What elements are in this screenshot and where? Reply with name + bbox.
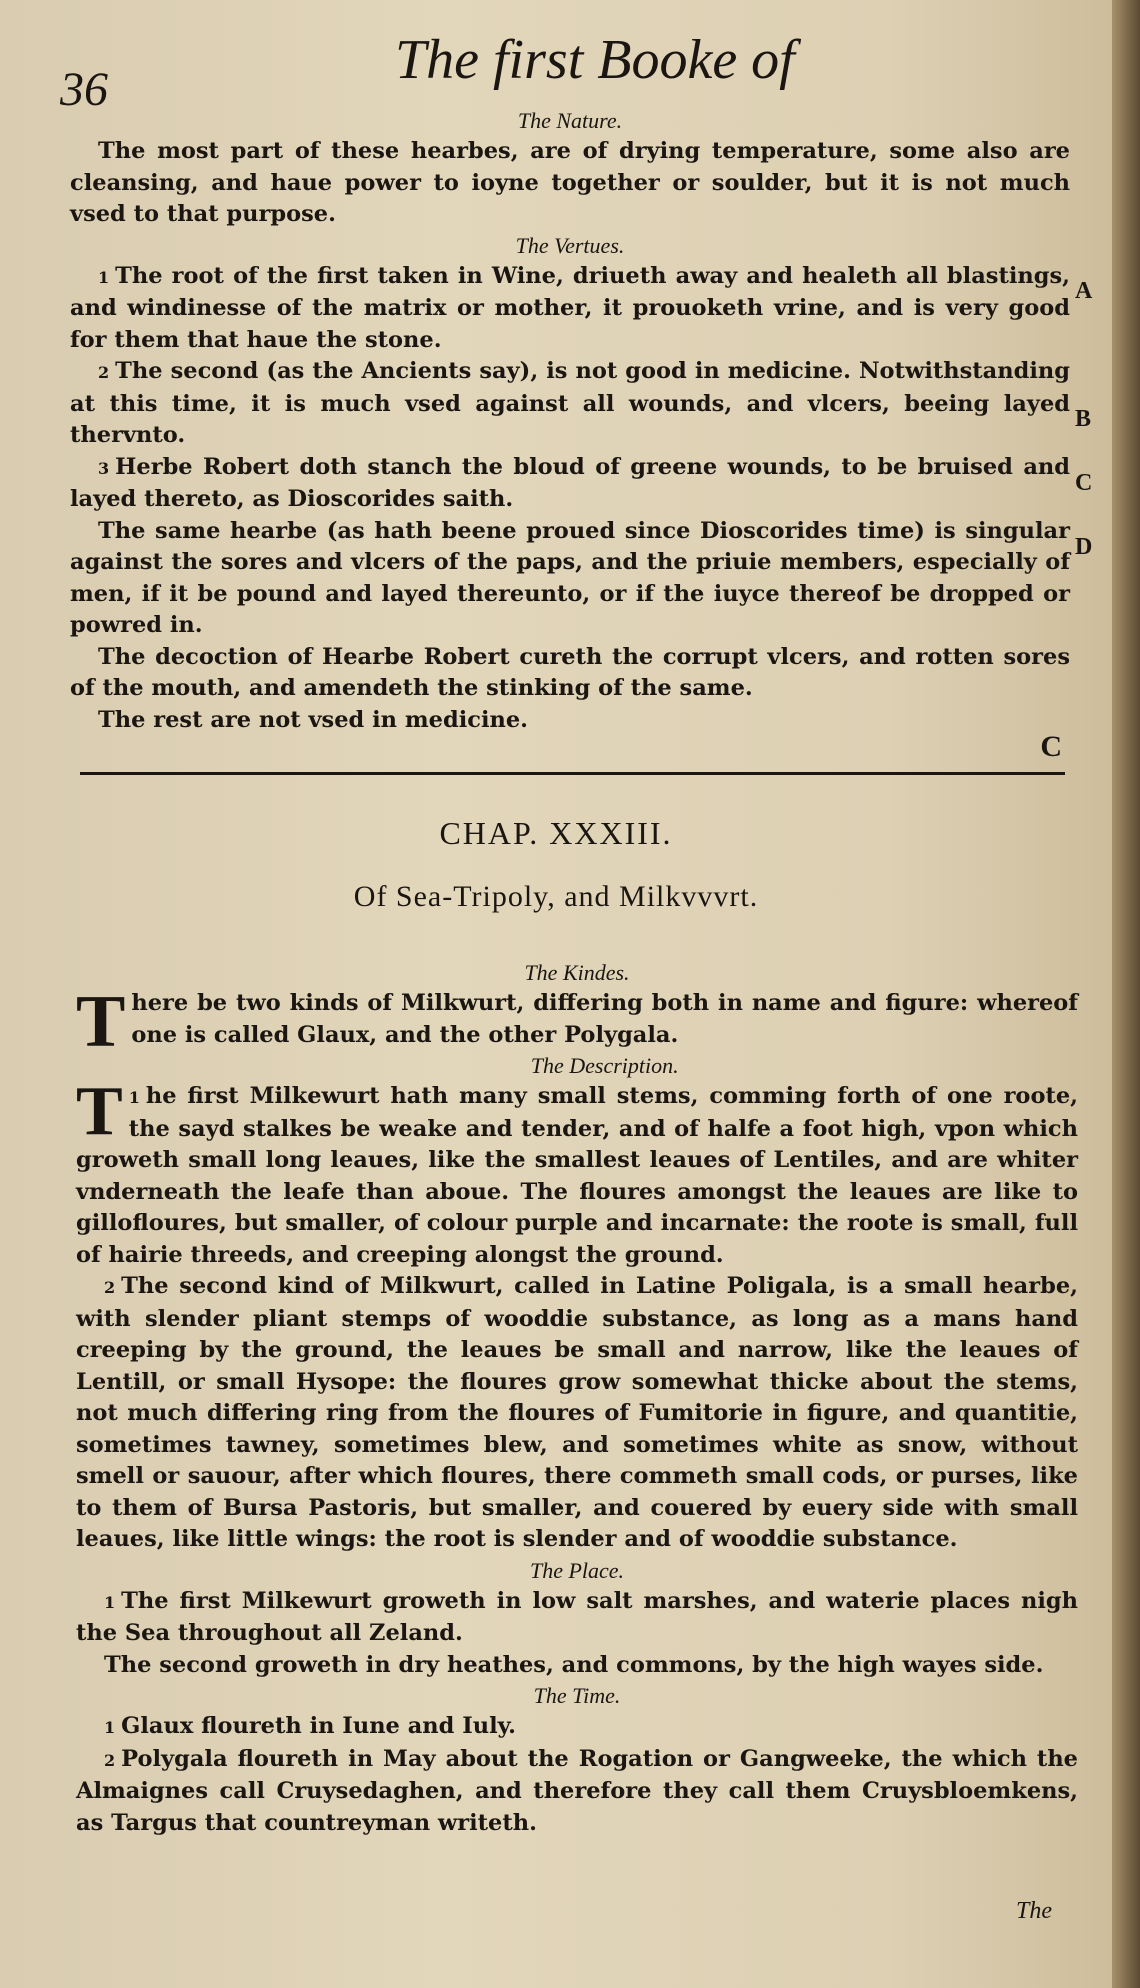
page-number: 36 [60, 63, 108, 116]
kindes-text: here be two kinds of Milkwurt, differing both in name and figure: whereof one is called Glaux, and the other Polygala. [131, 990, 1078, 1048]
heading-description: The Description. [530, 1053, 679, 1078]
heading-vertues: The Vertues. [515, 232, 625, 258]
nature-paragraph: The most part of these hearbes, are of drying temperature, some also are cleansing, and haue power to ioyne together or soulder, but it is not much vsed to that purpose. [70, 138, 1070, 227]
item-text: The root of the first taken in Wine, driueth away and healeth all blastings, and windinesse of the matrix or mother, it prouoketh vrine, and is very good for them that haue the stone. [70, 262, 1070, 353]
drop-cap: T [76, 1073, 123, 1150]
item-number: 1 [104, 1592, 116, 1612]
kindes-paragraph [76, 981, 1078, 1063]
margin-letter-d: D [1075, 534, 1093, 560]
margin-letter-c: C [1075, 470, 1093, 496]
page-edge [1112, 0, 1140, 1988]
item-text: he first Milkewurt hath many small stems, comming forth of one roote, the sayd stalkes be weake and tender, and of halfe a foot high, vpon which groweth small long leaues, like the smallest leaues of Lentiles, and are whiter vnderneath the leafe than aboue. The floures amongst the leaues are like to gillofloures, but smaller, of colour purple and incarnate: the roote is small, full of hairie threeds, and creeping alongst the ground. [76, 1083, 1078, 1268]
margin-letter-b: B [1075, 406, 1092, 432]
signature-mark: C [1040, 730, 1062, 763]
description-item-1 [76, 1073, 1078, 1271]
item-number: 2 [98, 363, 110, 382]
heading-kindes: The Kindes. [524, 960, 630, 985]
item-number: 1 [128, 1088, 140, 1107]
heading-time: The Time. [533, 1683, 621, 1708]
description-item-2 [76, 1271, 1078, 1556]
heading-nature: The Nature. [517, 108, 623, 133]
drop-cap: T [76, 981, 126, 1063]
item-number: 3 [98, 458, 110, 478]
item-text: Herbe Robert doth stanch the bloud of greene wounds, to be bruised and layed thereto, as Dioscorides saith. [70, 453, 1070, 512]
running-header: The first Booke of [395, 29, 795, 91]
item-text: The second (as the Ancients say), is not good in medicine. Notwithstanding at this time, it is much vsed against all wounds, and vlcers, beeing layed thervnto. [70, 358, 1070, 448]
vertue-item-3 [70, 452, 1070, 516]
section-divider [80, 772, 1065, 775]
margin-letter-a: A [1075, 278, 1093, 304]
chapter-subtitle: Of Sea-Tripoly, and Milkvvvrt. [353, 880, 759, 913]
item-text: Polygala floureth in May about the Rogation or Gangweeke, the which the Almaignes call Cruysedaghen, and therefore they call them Cruysbloemkens, as Targus that countreyman writeth. [76, 1745, 1078, 1836]
lower-text-block [76, 958, 1078, 1839]
item-number: 2 [104, 1278, 116, 1297]
time-item-1 [76, 1711, 1078, 1744]
heading-place: The Place. [529, 1557, 625, 1583]
vertue-item-6: The rest are not vsed in medicine. [98, 706, 529, 733]
catchword: The [1016, 1898, 1052, 1924]
place-item-1 [76, 1586, 1078, 1650]
time-item-2 [76, 1744, 1078, 1840]
vertue-item-1 [70, 261, 1070, 357]
item-number: 1 [98, 267, 110, 287]
vertue-item-2 [70, 356, 1070, 452]
vertue-item-5: The decoction of Hearbe Robert cureth the corrupt vlcers, and rotten sores of the mouth, and amendeth the stinking of the same. [70, 643, 1070, 701]
item-text: Glaux floureth in Iune and Iuly. [121, 1713, 516, 1739]
vertue-item-4: The same hearbe (as hath beene proued since Dioscorides time) is singular against the sores and vlcers of the paps, and the priuie members, especially of men, if it be pound and layed thereunto, or if the iuyce thereof be dropped or powred in. [70, 517, 1070, 638]
upper-text-block [70, 106, 1070, 736]
item-number: 1 [104, 1718, 116, 1737]
item-text: The first Milkewurt groweth in low salt marshes, and waterie places nigh the Sea throughout all Zeland. [76, 1587, 1078, 1646]
place-item-2: The second groweth in dry heathes, and commons, by the high wayes side. [104, 1651, 1044, 1678]
item-text: The second kind of Milkwurt, called in Latine Poligala, is a small hearbe, with slender pliant stemps of wooddie substance, as long as a mans hand creeping by the ground, the leaues be small and narrow, like the leaues of Lentill, or small Hysope: the floures grow somewhat thicke about the stems, not much differing ring from the floures of Fumitorie in figure, and quantitie, sometimes tawney, sometimes blew, and sometimes white as snow, without smell or sauour, after which floures, there commeth small cods, or purses, like to them of Bursa Pastoris, but smaller, and couered by euery side with small leaues, like little wings: the root is slender and of wooddie substance. [76, 1273, 1078, 1552]
item-number: 2 [104, 1750, 116, 1770]
chapter-title: CHAP. XXXIII. [439, 815, 673, 851]
